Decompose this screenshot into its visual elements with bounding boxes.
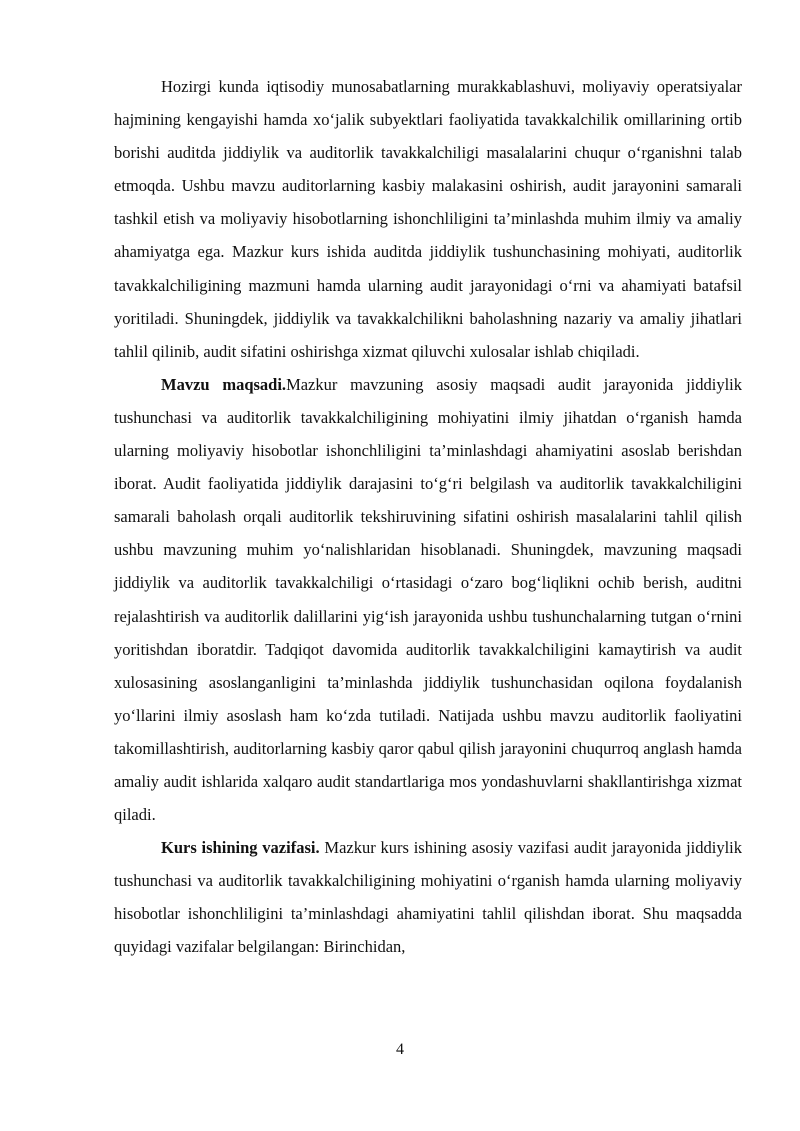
- paragraph-text: Mazkur kurs ishining asosiy vazifasi audit jarayonida jiddiylik tushunchasi va auditorlik tavakkalchiligining mohiyatini o‘rganish hamda ularning moliyaviy hisobotlar ishonchliligini ta’minlashdagi ahamiyatini tahlil qilishdan iborat. Shu maqsadda quyidagi vazifalar belgilangan: Birinchidan,: [114, 838, 742, 957]
- paragraph-course-tasks: [114, 831, 742, 963]
- paragraph-heading: Mavzu maqsadi.: [161, 374, 287, 394]
- page-number: 4: [396, 1041, 404, 1058]
- paragraph-text: Mazkur mavzuning asosiy maqsadi audit jarayonida jiddiylik tushunchasi va auditorlik tavakkalchiligining mohiyatini ilmiy jihatdan o‘rganish hamda ularning moliyaviy hisobotlar ishonchliligini ta’minlashdagi ahamiyatini asoslab berishdan iborat. Audit faoliyatida jiddiylik darajasini to‘g‘ri belgilash va auditorlik tavakkalchiligini samarali baholash orqali auditorlik tekshiruvining sifatini oshirish masalalarini tahlil qilish ushbu mavzuning muhim yo‘nalishlaridan hisoblanadi. Shuningdek, mavzuning maqsadi jiddiylik va auditorlik tavakkalchiligi o‘rtasidagi o‘zaro bog‘liqlikni ochib berish, auditni rejalashtirish va auditorlik dalillarini yig‘ish jarayonida ushbu tushunchalarning tutgan o‘rnini yoritishdan iboratdir. Tadqiqot davomida auditorlik tavakkalchiligini kamaytirish va audit xulosasining asoslanganligini ta’minlashda jiddiylik tushunchasidan oqilona foydalanish yo‘llarini ilmiy asoslash ham ko‘zda tutiladi. Natijada ushbu mavzu auditorlik faoliyatini takomillashtirish, auditorlarning kasbiy qaror qabul qilish jarayonini chuqurroq anglash hamda amaliy audit ishlarida xalqaro audit standartlariga mos yondashuvlarni shakllantirishga xizmat qiladi.: [114, 374, 742, 825]
- paragraph-topic-goal: [114, 368, 742, 831]
- document-body: [114, 70, 742, 964]
- paragraph-introduction: [114, 70, 742, 368]
- paragraph-text: Hozirgi kunda iqtisodiy munosabatlarning murakkablashuvi, moliyaviy operatsiyalar hajmining kengayishi hamda xo‘jalik subyektlari faoliyatida tavakkalchilik omillarining ortib borishi auditda jiddiylik va auditorlik tavakkalchiligi masalalarini chuqur o‘rganishni talab etmoqda. Ushbu mavzu auditorlarning kasbiy malakasini oshirish, audit jarayonini samarali tashkil etish va moliyaviy hisobotlarning ishonchliligini ta’minlashda muhim ilmiy va amaliy ahamiyatga ega. Mazkur kurs ishida auditda jiddiylik tushunchasining mohiyati, auditorlik tavakkalchiligining mazmuni hamda ularning audit jarayonidagi o‘rni va ahamiyati batafsil yoritiladi. Shuningdek, jiddiylik va tavakkalchilikni baholashning nazariy va amaliy jihatlari tahlil qilinib, audit sifatini oshirishga xizmat qiluvchi xulosalar ishlab chiqiladi.: [114, 77, 742, 361]
- paragraph-heading: Kurs ishining vazifasi.: [161, 838, 320, 858]
